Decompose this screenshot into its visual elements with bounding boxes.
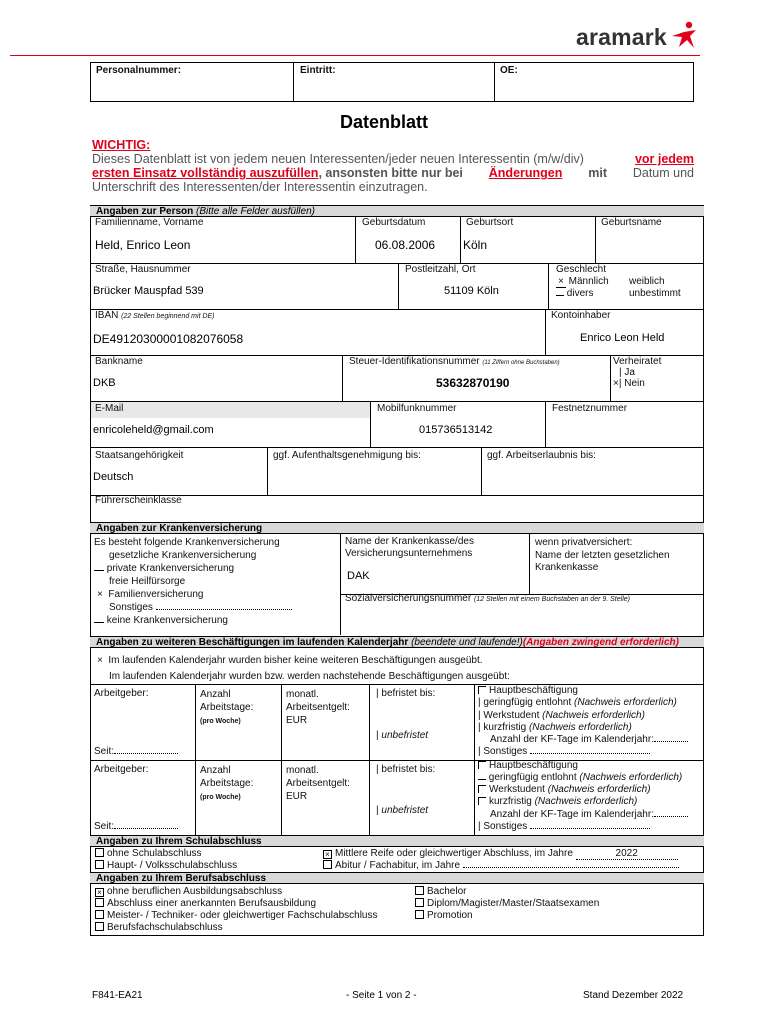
employment-none-checkbox[interactable]: × (97, 655, 103, 666)
employment-none-option[interactable]: × Im laufenden Kalenderjahr wurden bisher keine weiteren Beschäftigungen ausgeübt. (97, 655, 483, 666)
employer-label: Arbeitgeber: (94, 764, 149, 775)
header-divider (293, 62, 294, 102)
footer-form-id: F841-EA21 (92, 990, 143, 1001)
profession-vocational-school-option[interactable]: Berufsfachschulabschluss (95, 922, 223, 933)
license-label: Führerscheinklasse (95, 495, 182, 506)
gender-male-option[interactable]: × Männlich (558, 276, 609, 287)
birthplace-label: Geburtsort (466, 217, 514, 228)
row-divider (90, 684, 704, 685)
school-year-field[interactable]: 2022 (576, 848, 678, 860)
zip-field[interactable]: 51109 Köln (444, 285, 499, 297)
residence-label: ggf. Aufenthaltsgenehmigung bis: (273, 450, 421, 461)
since-label: Seit: (94, 821, 178, 832)
email-cell-shading (91, 402, 370, 418)
kf-days-label: Anzahl der KF-Tage im Kalenderjahr: (490, 809, 688, 820)
unlimited-option[interactable]: | unbefristet (376, 805, 429, 816)
limited-option[interactable]: | befristet bis: (376, 764, 436, 775)
cell-divider (460, 217, 461, 263)
header-divider (494, 62, 495, 102)
aramark-logo: aramark (576, 24, 667, 50)
married-yes-option[interactable]: | Ja (619, 367, 635, 378)
type-other-option[interactable]: | Sonstiges (478, 746, 650, 757)
limited-option[interactable]: | befristet bis: (376, 688, 436, 699)
row-divider (90, 447, 704, 448)
school-mittlere-reife-option[interactable]: × Mittlere Reife oder gleichwertiger Abschluss, im Jahre 2022 (323, 848, 678, 860)
cell-divider (481, 447, 482, 495)
cell-divider (195, 684, 196, 760)
eintritt-label: Eintritt: (300, 65, 336, 76)
married-no-option[interactable]: ×| Nein (613, 378, 645, 389)
cell-divider (369, 684, 370, 760)
school-haupt-option[interactable]: Haupt- / Volksschulabschluss (95, 860, 237, 871)
nationality-label: Staatsangehörigkeit (95, 450, 184, 461)
school-none-checkbox[interactable] (95, 848, 104, 857)
row-divider (90, 495, 704, 496)
cell-divider (529, 534, 530, 594)
mobile-field[interactable]: 015736513142 (419, 424, 493, 436)
cell-divider (398, 263, 399, 309)
married-label: Verheiratet (613, 356, 662, 367)
private-insured-label-2: Name der letzten gesetzlichen (535, 550, 670, 561)
zip-label: Postleitzahl, Ort (405, 264, 476, 275)
profession-section-header: Angaben zu Ihrem Berufsabschluss (90, 872, 704, 884)
cell-divider (474, 760, 475, 835)
school-none-option[interactable]: ohne Schulabschluss (95, 848, 202, 859)
profession-bachelor-option[interactable]: Bachelor (415, 886, 466, 897)
gender-label: Geschlecht (556, 264, 607, 275)
type-short-option[interactable]: | kurzfristig (Nachweis erforderlich) (478, 722, 632, 733)
intro-line-1: Dieses Datenblatt ist von jedem neuen Interessenten/jeder neuen Interessentin (m/w/div) vor jedem (92, 152, 694, 166)
school-abitur-checkbox[interactable] (323, 860, 332, 869)
type-minor-option[interactable]: geringfügig entlohnt (Nachweis erforderlich) (478, 772, 682, 783)
insurance-none-option[interactable]: keine Krankenversicherung (94, 615, 228, 626)
cell-divider (281, 760, 282, 835)
phone-label: Festnetznummer (552, 403, 628, 414)
nationality-field[interactable]: Deutsch (93, 471, 134, 483)
cell-divider (595, 217, 596, 263)
unlimited-option[interactable]: | unbefristet (376, 730, 429, 741)
iban-field[interactable]: DE49120300001082076058 (93, 332, 244, 346)
intro-line-3: Unterschrift des Interessenten/der Interessentin einzutragen. (92, 180, 428, 194)
profession-bachelor-checkbox[interactable] (415, 886, 424, 895)
insurance-statutory-option[interactable]: gesetzliche Krankenversicherung (109, 550, 257, 561)
mobile-label: Mobilfunknummer (377, 403, 457, 414)
sv-number-label: Sozialversicherungsnummer (12 Stellen mit einem Buchstaben an der 9. Stelle) (345, 593, 630, 604)
insurance-intro: Es besteht folgende Krankenversicherung (94, 537, 280, 548)
insurance-other-option[interactable]: Sonstiges (109, 602, 292, 613)
profession-apprenticeship-option[interactable]: Abschluss einer anerkannten Berufsausbildung (95, 898, 316, 909)
employment-some-option[interactable]: Im laufenden Kalenderjahr wurden bzw. werden nachstehende Beschäftigungen ausgeübt: (109, 671, 510, 682)
page-title: Datenblatt (340, 112, 429, 132)
type-short-option[interactable]: kurzfristig (Nachweis erforderlich) (478, 796, 637, 807)
salary-label: monatl. Arbeitsentgelt: EUR (286, 765, 350, 802)
type-other-option[interactable]: | Sonstiges (478, 821, 650, 832)
cell-divider (474, 684, 475, 760)
school-haupt-checkbox[interactable] (95, 860, 104, 869)
important-label: WICHTIG: (92, 138, 151, 152)
cell-divider (369, 760, 370, 835)
employer-label: Arbeitgeber: (94, 688, 149, 699)
profession-promotion-option[interactable]: Promotion (415, 910, 473, 921)
intro-line-2: ersten Einsatz vollständig auszufüllen, ansonsten bitte nur bei Änderungen mit Datum und (92, 166, 694, 180)
profession-vocational-school-checkbox[interactable] (95, 922, 104, 931)
bank-label: Bankname (95, 356, 143, 367)
salary-label: monatl. Arbeitsentgelt: EUR (286, 689, 350, 726)
birthplace-field[interactable]: Köln (463, 238, 488, 252)
school-mittlere-reife-checkbox[interactable]: × (323, 850, 332, 859)
insurer-name-label-2: Versicherungsunternehmens (345, 548, 473, 559)
cell-divider (195, 760, 196, 835)
workdays-label: Anzahl Arbeitstage: (pro Woche) (200, 689, 254, 725)
footer-page-number: - Seite 1 von 2 - (346, 990, 417, 1001)
profession-none-option[interactable]: × ohne beruflichen Ausbildungsabschluss (95, 886, 282, 897)
cell-divider (370, 401, 371, 447)
profession-diplom-option[interactable]: Diplom/Magister/Master/Staatsexamen (415, 898, 599, 909)
bank-field[interactable]: DKB (93, 377, 116, 389)
type-student-option[interactable]: | Werkstudent (Nachweis erforderlich) (478, 710, 645, 721)
insurance-free-option[interactable]: freie Heilfürsorge (109, 576, 186, 587)
profession-promotion-checkbox[interactable] (415, 910, 424, 919)
employment-section-header: Angaben zu weiteren Beschäftigungen im laufenden Kalenderjahr (beendete und laufende!)(Angaben zwingend erforderlich) (90, 636, 704, 648)
married-no-checkbox[interactable]: × (613, 378, 619, 389)
cell-divider (342, 355, 343, 401)
school-abitur-option[interactable]: Abitur / Fachabitur, im Jahre (323, 860, 679, 871)
insurance-family-checkbox[interactable]: × (97, 589, 103, 600)
taxid-label: Steuer-Identifikationsnummer (11 Ziffern ohne Buchstaben) (349, 356, 560, 367)
personalnummer-label: Personalnummer: (96, 65, 182, 76)
cell-divider (281, 684, 282, 760)
private-insured-label-3: Krankenkasse (535, 562, 599, 573)
cell-divider (548, 263, 549, 309)
footer-revision-date: Stand Dezember 2022 (583, 990, 684, 1001)
profession-master-craftsman-checkbox[interactable] (95, 910, 104, 919)
birthdate-field[interactable]: 06.08.2006 (375, 238, 436, 252)
type-minor-option[interactable]: | geringfügig entlohnt (Nachweis erforderlich) (478, 697, 677, 708)
person-section-header: Angaben zur Person (Bitte alle Felder ausfüllen) (90, 205, 704, 217)
insurance-family-option[interactable]: × Familienversicherung (97, 589, 204, 600)
holder-label: Kontoinhaber (551, 310, 611, 321)
workdays-label: Anzahl Arbeitstage: (pro Woche) (200, 765, 254, 801)
cell-divider (545, 401, 546, 447)
gender-male-checkbox[interactable]: × (558, 276, 564, 287)
insurer-name-field[interactable]: DAK (347, 570, 370, 582)
profession-apprenticeship-checkbox[interactable] (95, 898, 104, 907)
street-label: Straße, Hausnummer (95, 264, 191, 275)
street-field[interactable]: Brücker Mauspfad 539 (93, 285, 204, 297)
email-field[interactable]: enricoleheld@gmail.com (93, 424, 214, 436)
cell-divider (340, 534, 341, 635)
taxid-field[interactable]: 53632870190 (436, 376, 510, 390)
name-label: Familienname, Vorname (95, 217, 204, 228)
insurance-private-option[interactable]: private Krankenversicherung (94, 563, 234, 574)
gender-female-option[interactable]: weiblich (629, 276, 665, 287)
cell-divider (355, 217, 356, 263)
header-rule (10, 55, 700, 56)
insurer-name-label-1: Name der Krankenkasse/des (345, 536, 474, 547)
since-label: Seit: (94, 746, 178, 757)
cell-divider (267, 447, 268, 495)
aramark-star-icon (670, 20, 700, 52)
profession-master-craftsman-option[interactable]: Meister- / Techniker- oder gleichwertiger Fachschulabschluss (95, 910, 377, 921)
type-student-option[interactable]: Werkstudent (Nachweis erforderlich) (478, 784, 651, 795)
type-main-option[interactable]: Hauptbeschäftigung (478, 685, 578, 696)
gender-undefined-option[interactable]: unbestimmt (629, 288, 681, 299)
cell-divider (545, 309, 546, 355)
insurance-section-header: Angaben zur Krankenversicherung (90, 522, 704, 534)
holder-field[interactable]: Enrico Leon Held (580, 332, 665, 344)
cell-divider (610, 355, 611, 401)
profession-diplom-checkbox[interactable] (415, 898, 424, 907)
private-insured-label-1: wenn privatversichert: (535, 537, 633, 548)
birthname-label: Geburtsname (601, 217, 662, 228)
kf-days-label: Anzahl der KF-Tage im Kalenderjahr: (490, 734, 688, 745)
iban-label: IBAN (22 Stellen beginnend mit DE) (95, 310, 215, 321)
birthdate-label: Geburtsdatum (362, 217, 426, 228)
profession-none-checkbox[interactable]: × (95, 888, 104, 897)
work-permit-label: ggf. Arbeitserlaubnis bis: (487, 450, 596, 461)
gender-diverse-option[interactable]: divers (556, 288, 593, 299)
school-section-header: Angaben zu Ihrem Schulabschluss (90, 835, 704, 847)
email-label: E-Mail (95, 403, 124, 414)
row-divider (90, 760, 704, 761)
oe-label: OE: (500, 65, 518, 76)
name-field[interactable]: Held, Enrico Leon (95, 238, 191, 252)
type-main-option[interactable]: Hauptbeschäftigung (478, 760, 578, 771)
